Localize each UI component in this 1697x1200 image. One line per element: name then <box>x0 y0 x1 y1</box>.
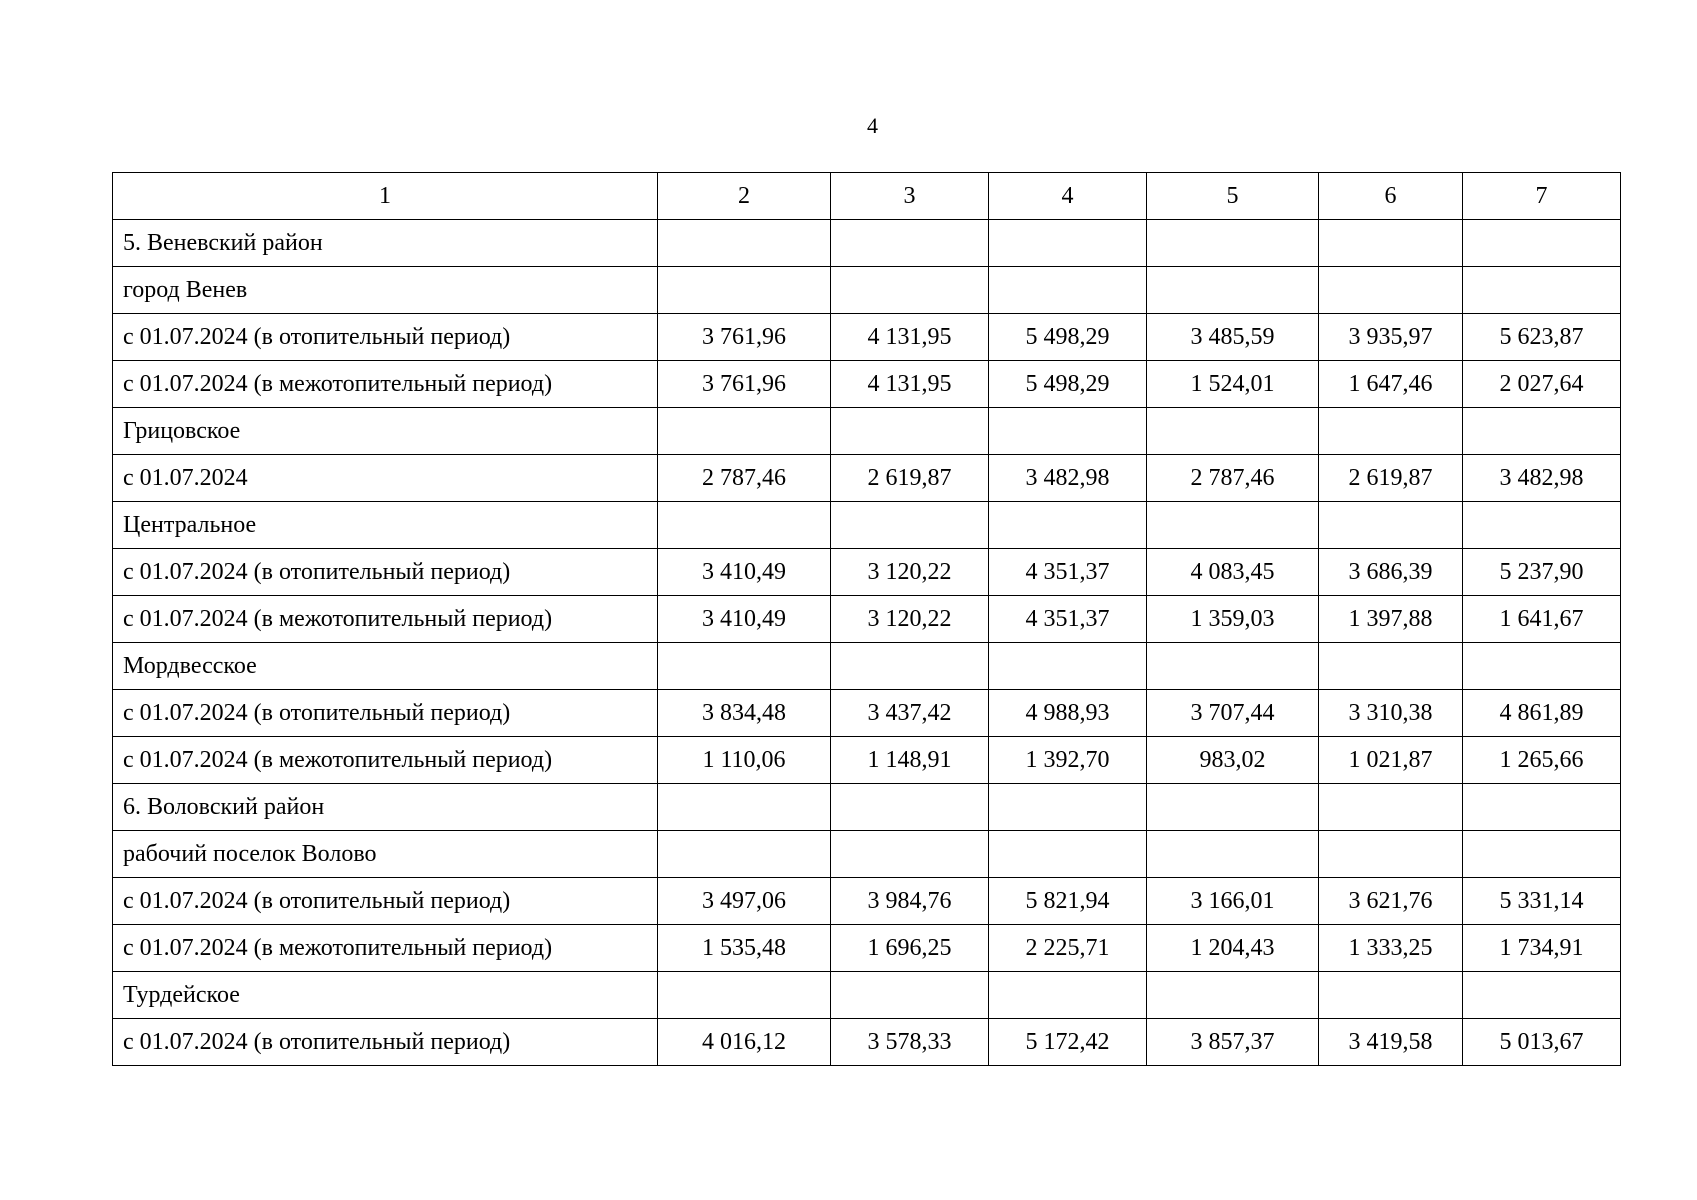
column-number-header: 4 <box>989 173 1147 220</box>
tariff-table-container <box>112 172 1620 1066</box>
value-cell: 3 984,76 <box>831 878 989 925</box>
value-cell <box>989 972 1147 1019</box>
value-cell <box>831 643 989 690</box>
value-cell: 1 535,48 <box>658 925 831 972</box>
value-cell: 1 696,25 <box>831 925 989 972</box>
row-label-cell: 6. Воловский район <box>113 784 658 831</box>
table-row <box>113 220 1621 267</box>
value-cell <box>831 831 989 878</box>
row-label-cell: с 01.07.2024 (в отопительный период) <box>113 549 658 596</box>
row-label-cell: город Венев <box>113 267 658 314</box>
column-number-header: 5 <box>1147 173 1319 220</box>
table-row <box>113 643 1621 690</box>
value-cell <box>1463 267 1621 314</box>
value-cell <box>831 408 989 455</box>
row-label-cell: с 01.07.2024 (в отопительный период) <box>113 878 658 925</box>
value-cell: 3 419,58 <box>1319 1019 1463 1066</box>
value-cell <box>989 220 1147 267</box>
row-label-cell: с 01.07.2024 (в отопительный период) <box>113 690 658 737</box>
value-cell: 5 013,67 <box>1463 1019 1621 1066</box>
value-cell: 3 437,42 <box>831 690 989 737</box>
column-number-header: 6 <box>1319 173 1463 220</box>
value-cell: 2 787,46 <box>658 455 831 502</box>
value-cell <box>658 408 831 455</box>
value-cell: 4 351,37 <box>989 549 1147 596</box>
value-cell: 2 027,64 <box>1463 361 1621 408</box>
value-cell <box>1147 502 1319 549</box>
value-cell: 3 621,76 <box>1319 878 1463 925</box>
value-cell <box>1319 784 1463 831</box>
table-row <box>113 972 1621 1019</box>
value-cell: 3 707,44 <box>1147 690 1319 737</box>
table-row <box>113 361 1621 408</box>
column-number-header: 2 <box>658 173 831 220</box>
table-row <box>113 831 1621 878</box>
value-cell: 4 131,95 <box>831 361 989 408</box>
table-row <box>113 878 1621 925</box>
value-cell <box>831 972 989 1019</box>
table-row <box>113 690 1621 737</box>
value-cell <box>1319 502 1463 549</box>
value-cell <box>1147 831 1319 878</box>
row-label-cell: Мордвесское <box>113 643 658 690</box>
value-cell: 1 524,01 <box>1147 361 1319 408</box>
row-label-cell: Центральное <box>113 502 658 549</box>
table-row <box>113 502 1621 549</box>
value-cell <box>1463 784 1621 831</box>
value-cell: 5 498,29 <box>989 314 1147 361</box>
row-label-cell: с 01.07.2024 (в межотопительный период) <box>113 737 658 784</box>
value-cell <box>1147 267 1319 314</box>
value-cell: 1 110,06 <box>658 737 831 784</box>
value-cell: 4 988,93 <box>989 690 1147 737</box>
value-cell <box>658 643 831 690</box>
value-cell: 3 482,98 <box>1463 455 1621 502</box>
row-label-cell: рабочий поселок Волово <box>113 831 658 878</box>
column-number-header: 7 <box>1463 173 1621 220</box>
value-cell: 3 120,22 <box>831 549 989 596</box>
tariff-table <box>112 172 1621 1066</box>
value-cell: 4 131,95 <box>831 314 989 361</box>
value-cell: 5 821,94 <box>989 878 1147 925</box>
value-cell <box>1463 220 1621 267</box>
value-cell: 1 021,87 <box>1319 737 1463 784</box>
row-label-cell: с 01.07.2024 (в межотопительный период) <box>113 596 658 643</box>
value-cell <box>1319 643 1463 690</box>
row-label-cell: с 01.07.2024 <box>113 455 658 502</box>
value-cell: 3 166,01 <box>1147 878 1319 925</box>
value-cell: 3 120,22 <box>831 596 989 643</box>
value-cell: 3 485,59 <box>1147 314 1319 361</box>
value-cell: 1 647,46 <box>1319 361 1463 408</box>
value-cell <box>658 502 831 549</box>
table-row <box>113 1019 1621 1066</box>
value-cell: 1 204,43 <box>1147 925 1319 972</box>
value-cell <box>989 831 1147 878</box>
value-cell: 3 686,39 <box>1319 549 1463 596</box>
table-row <box>113 549 1621 596</box>
value-cell: 2 619,87 <box>831 455 989 502</box>
value-cell: 3 761,96 <box>658 361 831 408</box>
value-cell: 3 497,06 <box>658 878 831 925</box>
row-label-cell: с 01.07.2024 (в межотопительный период) <box>113 361 658 408</box>
value-cell <box>1463 502 1621 549</box>
value-cell <box>1319 408 1463 455</box>
column-number-header: 1 <box>113 173 658 220</box>
value-cell: 4 861,89 <box>1463 690 1621 737</box>
value-cell <box>831 502 989 549</box>
value-cell: 1 641,67 <box>1463 596 1621 643</box>
value-cell: 4 083,45 <box>1147 549 1319 596</box>
value-cell <box>658 784 831 831</box>
value-cell <box>1319 267 1463 314</box>
value-cell <box>1319 972 1463 1019</box>
table-row <box>113 596 1621 643</box>
value-cell: 3 410,49 <box>658 549 831 596</box>
table-body <box>113 220 1621 1066</box>
value-cell <box>1147 784 1319 831</box>
value-cell <box>989 267 1147 314</box>
value-cell <box>1319 831 1463 878</box>
value-cell: 4 016,12 <box>658 1019 831 1066</box>
value-cell <box>989 643 1147 690</box>
value-cell: 1 392,70 <box>989 737 1147 784</box>
value-cell: 3 857,37 <box>1147 1019 1319 1066</box>
value-cell: 5 498,29 <box>989 361 1147 408</box>
value-cell <box>1147 220 1319 267</box>
value-cell: 5 623,87 <box>1463 314 1621 361</box>
value-cell: 5 237,90 <box>1463 549 1621 596</box>
value-cell: 1 397,88 <box>1319 596 1463 643</box>
value-cell <box>1463 643 1621 690</box>
column-number-header: 3 <box>831 173 989 220</box>
value-cell: 983,02 <box>1147 737 1319 784</box>
row-label-cell: с 01.07.2024 (в отопительный период) <box>113 314 658 361</box>
page-number: 4 <box>867 113 878 138</box>
table-header-row <box>113 173 1621 220</box>
value-cell <box>1463 831 1621 878</box>
row-label-cell: с 01.07.2024 (в отопительный период) <box>113 1019 658 1066</box>
table-row <box>113 784 1621 831</box>
value-cell: 5 172,42 <box>989 1019 1147 1066</box>
value-cell <box>831 220 989 267</box>
table-row <box>113 314 1621 361</box>
value-cell <box>1147 408 1319 455</box>
value-cell: 1 265,66 <box>1463 737 1621 784</box>
value-cell <box>989 784 1147 831</box>
row-label-cell: Грицовское <box>113 408 658 455</box>
table-row <box>113 408 1621 455</box>
value-cell: 2 619,87 <box>1319 455 1463 502</box>
value-cell <box>1319 220 1463 267</box>
table-row <box>113 455 1621 502</box>
value-cell <box>658 267 831 314</box>
value-cell: 2 225,71 <box>989 925 1147 972</box>
value-cell <box>1147 643 1319 690</box>
value-cell: 3 310,38 <box>1319 690 1463 737</box>
value-cell: 1 333,25 <box>1319 925 1463 972</box>
row-label-cell: 5. Веневский район <box>113 220 658 267</box>
value-cell <box>658 220 831 267</box>
value-cell: 3 482,98 <box>989 455 1147 502</box>
value-cell: 3 578,33 <box>831 1019 989 1066</box>
value-cell: 3 935,97 <box>1319 314 1463 361</box>
value-cell <box>658 972 831 1019</box>
value-cell: 3 834,48 <box>658 690 831 737</box>
value-cell <box>658 831 831 878</box>
table-row <box>113 925 1621 972</box>
value-cell: 2 787,46 <box>1147 455 1319 502</box>
value-cell: 1 359,03 <box>1147 596 1319 643</box>
row-label-cell: Турдейское <box>113 972 658 1019</box>
row-label-cell: с 01.07.2024 (в межотопительный период) <box>113 925 658 972</box>
value-cell: 5 331,14 <box>1463 878 1621 925</box>
value-cell: 4 351,37 <box>989 596 1147 643</box>
value-cell <box>1463 408 1621 455</box>
value-cell: 3 761,96 <box>658 314 831 361</box>
value-cell <box>831 784 989 831</box>
value-cell <box>1463 972 1621 1019</box>
value-cell: 1 148,91 <box>831 737 989 784</box>
value-cell <box>831 267 989 314</box>
table-row <box>113 267 1621 314</box>
value-cell <box>1147 972 1319 1019</box>
value-cell: 1 734,91 <box>1463 925 1621 972</box>
value-cell: 3 410,49 <box>658 596 831 643</box>
value-cell <box>989 502 1147 549</box>
table-row <box>113 737 1621 784</box>
value-cell <box>989 408 1147 455</box>
